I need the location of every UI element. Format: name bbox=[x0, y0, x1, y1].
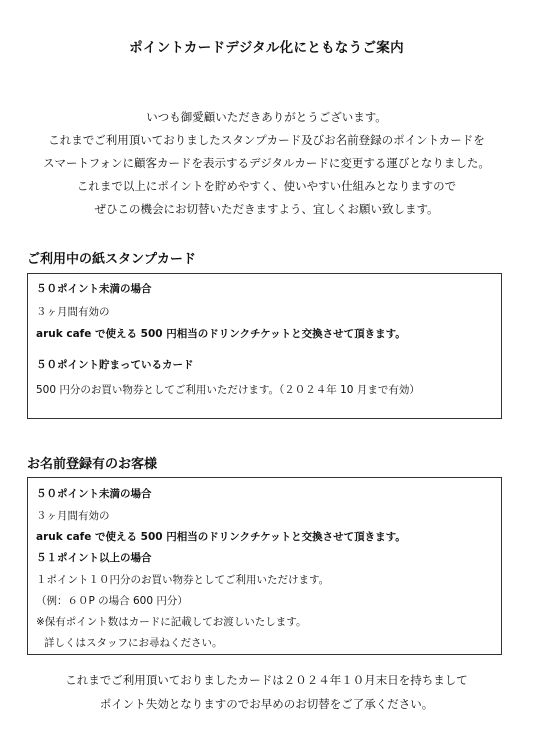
intro-line: いつも御愛顧いただきありがとうございます。 bbox=[146, 110, 387, 124]
validity-text: ３ヶ月間有効の bbox=[36, 306, 110, 318]
registered-customers-box bbox=[27, 477, 502, 655]
intro-paragraph bbox=[0, 106, 533, 221]
intro-line: これまでご利用頂いておりましたスタンプカード及びお名前登録のポイントカードを bbox=[48, 133, 485, 147]
intro-line: スマートフォンに顧客カードを表示するデジタルカードに変更する運びとなりました。 bbox=[43, 156, 490, 170]
paper-stamp-card-box bbox=[27, 273, 502, 419]
footer-notice bbox=[0, 668, 533, 716]
under50-heading: ５０ポイント未満の場合 bbox=[36, 488, 152, 500]
note-text: 詳しくはスタッフにお尋ねください。 bbox=[44, 637, 223, 649]
section-title-registered-customers: お名前登録有のお客様 bbox=[27, 457, 158, 472]
full50-heading: ５０ポイント貯まっているカード bbox=[36, 359, 194, 371]
drink-ticket-text: aruk cafe で使える 500 円相当のドリンクチケットと交換させて頂きます。 bbox=[36, 531, 406, 543]
validity-text: ３ヶ月間有効の bbox=[36, 510, 110, 522]
footer-line: ポイント失効となりますのでお早めのお切替をご了承ください。 bbox=[99, 697, 434, 711]
page-title: ポイントカードデジタル化にともなうご案内 bbox=[129, 40, 404, 56]
under50-heading: ５０ポイント未満の場合 bbox=[36, 283, 152, 295]
example-text: （例：６０P の場合 600 円分） bbox=[36, 595, 188, 607]
drink-ticket-text: aruk cafe で使える 500 円相当のドリンクチケットと交換させて頂きます。 bbox=[36, 328, 406, 340]
over51-heading: ５１ポイント以上の場合 bbox=[36, 552, 152, 564]
footer-line: これまでご利用頂いておりましたカードは２０２４年１０月末日を持ちまして bbox=[65, 673, 468, 687]
rate-text: １ポイント１０円分のお買い物券としてご利用いただけます。 bbox=[36, 574, 330, 586]
intro-line: これまで以上にポイントを貯めやすく、使いやすい仕組みとなりますので bbox=[76, 179, 457, 193]
intro-line: ぜひこの機会にお切替いただきますよう、宜しくお願い致します。 bbox=[94, 202, 439, 216]
section-title-paper-stamp-card: ご利用中の紙スタンプカード bbox=[27, 252, 196, 267]
note-text: ※保有ポイント数はカードに記載してお渡しいたします。 bbox=[36, 616, 307, 628]
voucher-text: 500 円分のお買い物券としてご利用いただけます。（２０２４年 10 月まで有効） bbox=[36, 384, 420, 396]
